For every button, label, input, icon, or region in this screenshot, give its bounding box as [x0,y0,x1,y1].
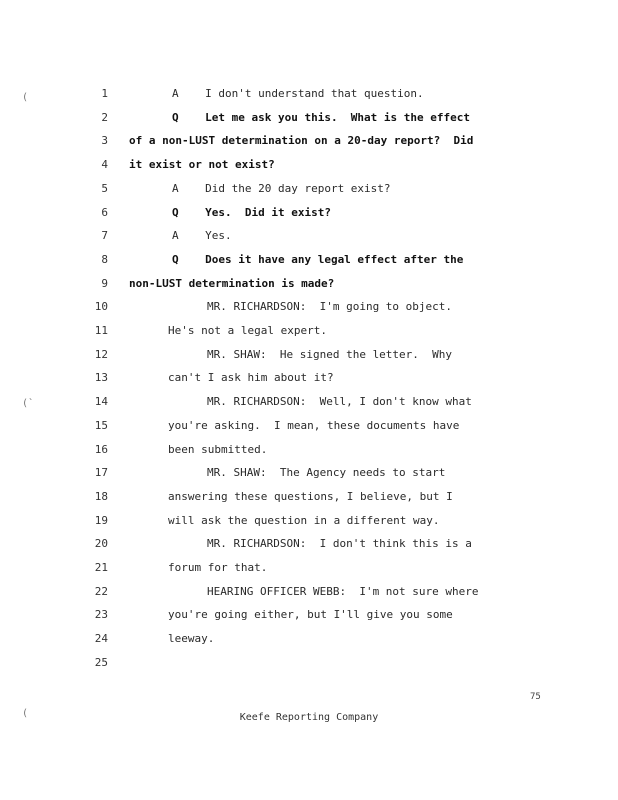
line-text: A Yes. [172,229,232,243]
transcript-line [0,558,618,578]
line-text: you're going either, but I'll give you some [168,608,453,622]
transcript-line [0,440,618,460]
line-text: MR. SHAW: He signed the letter. Why [207,347,453,361]
line-text: MR. RICHARDSON: I'm going to object. [207,300,453,314]
transcript-line [0,321,618,341]
transcript-line [0,487,618,507]
line-number: 20 [94,537,108,551]
line-number: 22 [94,584,108,598]
line-text: Q Does it have any legal effect after the [172,252,464,266]
line-number: 11 [94,324,108,337]
line-number: 13 [94,371,108,385]
line-text: MR. SHAW: The Agency needs to start [207,466,446,480]
line-text: leeway. [168,632,215,646]
transcript-line [0,179,618,199]
transcript-line [0,155,618,175]
line-number: 1 [101,87,108,100]
transcript-line [0,416,618,436]
line-text: forum for that. [168,561,268,574]
line-number: 7 [101,229,108,243]
transcript-line [0,368,618,388]
footer-reporting-company: Keefe Reporting Company [239,712,379,723]
transcript-line [0,226,618,246]
line-text: Q Let me ask you this. What is the effect [172,110,471,124]
line-text: non-LUST determination is made? [129,276,335,290]
margin-mark: ( [22,92,29,103]
transcript-line [0,297,618,317]
line-number: 12 [94,347,108,361]
line-number: 6 [101,205,108,219]
line-number: 19 [94,513,108,527]
line-text: A Did the 20 day report exist? [172,181,391,195]
transcript-line [0,250,618,270]
transcript-line [0,131,618,151]
line-number: 4 [101,158,108,172]
transcript-line [0,605,618,625]
line-number: 3 [101,134,108,148]
line-text: you're asking. I mean, these documents have [168,418,460,432]
line-number: 14 [94,395,108,409]
line-number: 16 [94,442,108,456]
line-number: 10 [94,300,108,314]
line-number: 17 [94,466,108,480]
line-number: 18 [94,489,108,503]
line-text: HEARING OFFICER WEBB: I'm not sure where [207,584,479,598]
line-text: been submitted. [168,442,268,456]
transcript-line [0,84,618,104]
transcript-line [0,629,618,649]
line-number: 5 [101,181,108,195]
line-text: will ask the question in a different way. [168,513,440,527]
transcript-line [0,653,618,673]
transcript-line [0,534,618,554]
line-number: 24 [94,632,108,646]
transcript-line [0,274,618,294]
transcript-line [0,203,618,223]
transcript-line [0,392,618,412]
transcript-line [0,511,618,531]
transcript-line [0,108,618,128]
line-number: 9 [101,276,108,290]
transcript-line [0,345,618,365]
line-number: 2 [101,110,108,124]
line-text: answering these questions, I believe, but I [168,489,453,503]
line-text: MR. RICHARDSON: Well, I don't know what [207,395,472,409]
line-number: 25 [94,655,108,669]
line-text: it exist or not exist? [129,158,275,172]
line-number: 15 [94,418,108,432]
transcript-line [0,582,618,602]
line-text: Q Yes. Did it exist? [172,205,331,219]
line-text: of a non-LUST determination on a 20-day report? Did [129,134,474,148]
line-number: 8 [101,252,108,266]
line-number: 23 [94,608,108,622]
transcript-line [0,463,618,483]
margin-mark: ( [22,708,29,719]
line-number: 21 [94,561,108,574]
line-text: can't I ask him about it? [168,371,334,385]
line-text: He's not a legal expert. [168,324,327,337]
line-text: MR. RICHARDSON: I don't think this is a [207,537,472,551]
page-number: 75 [530,692,541,702]
line-text: A I don't understand that question. [172,87,424,100]
margin-mark: (` [22,398,35,409]
